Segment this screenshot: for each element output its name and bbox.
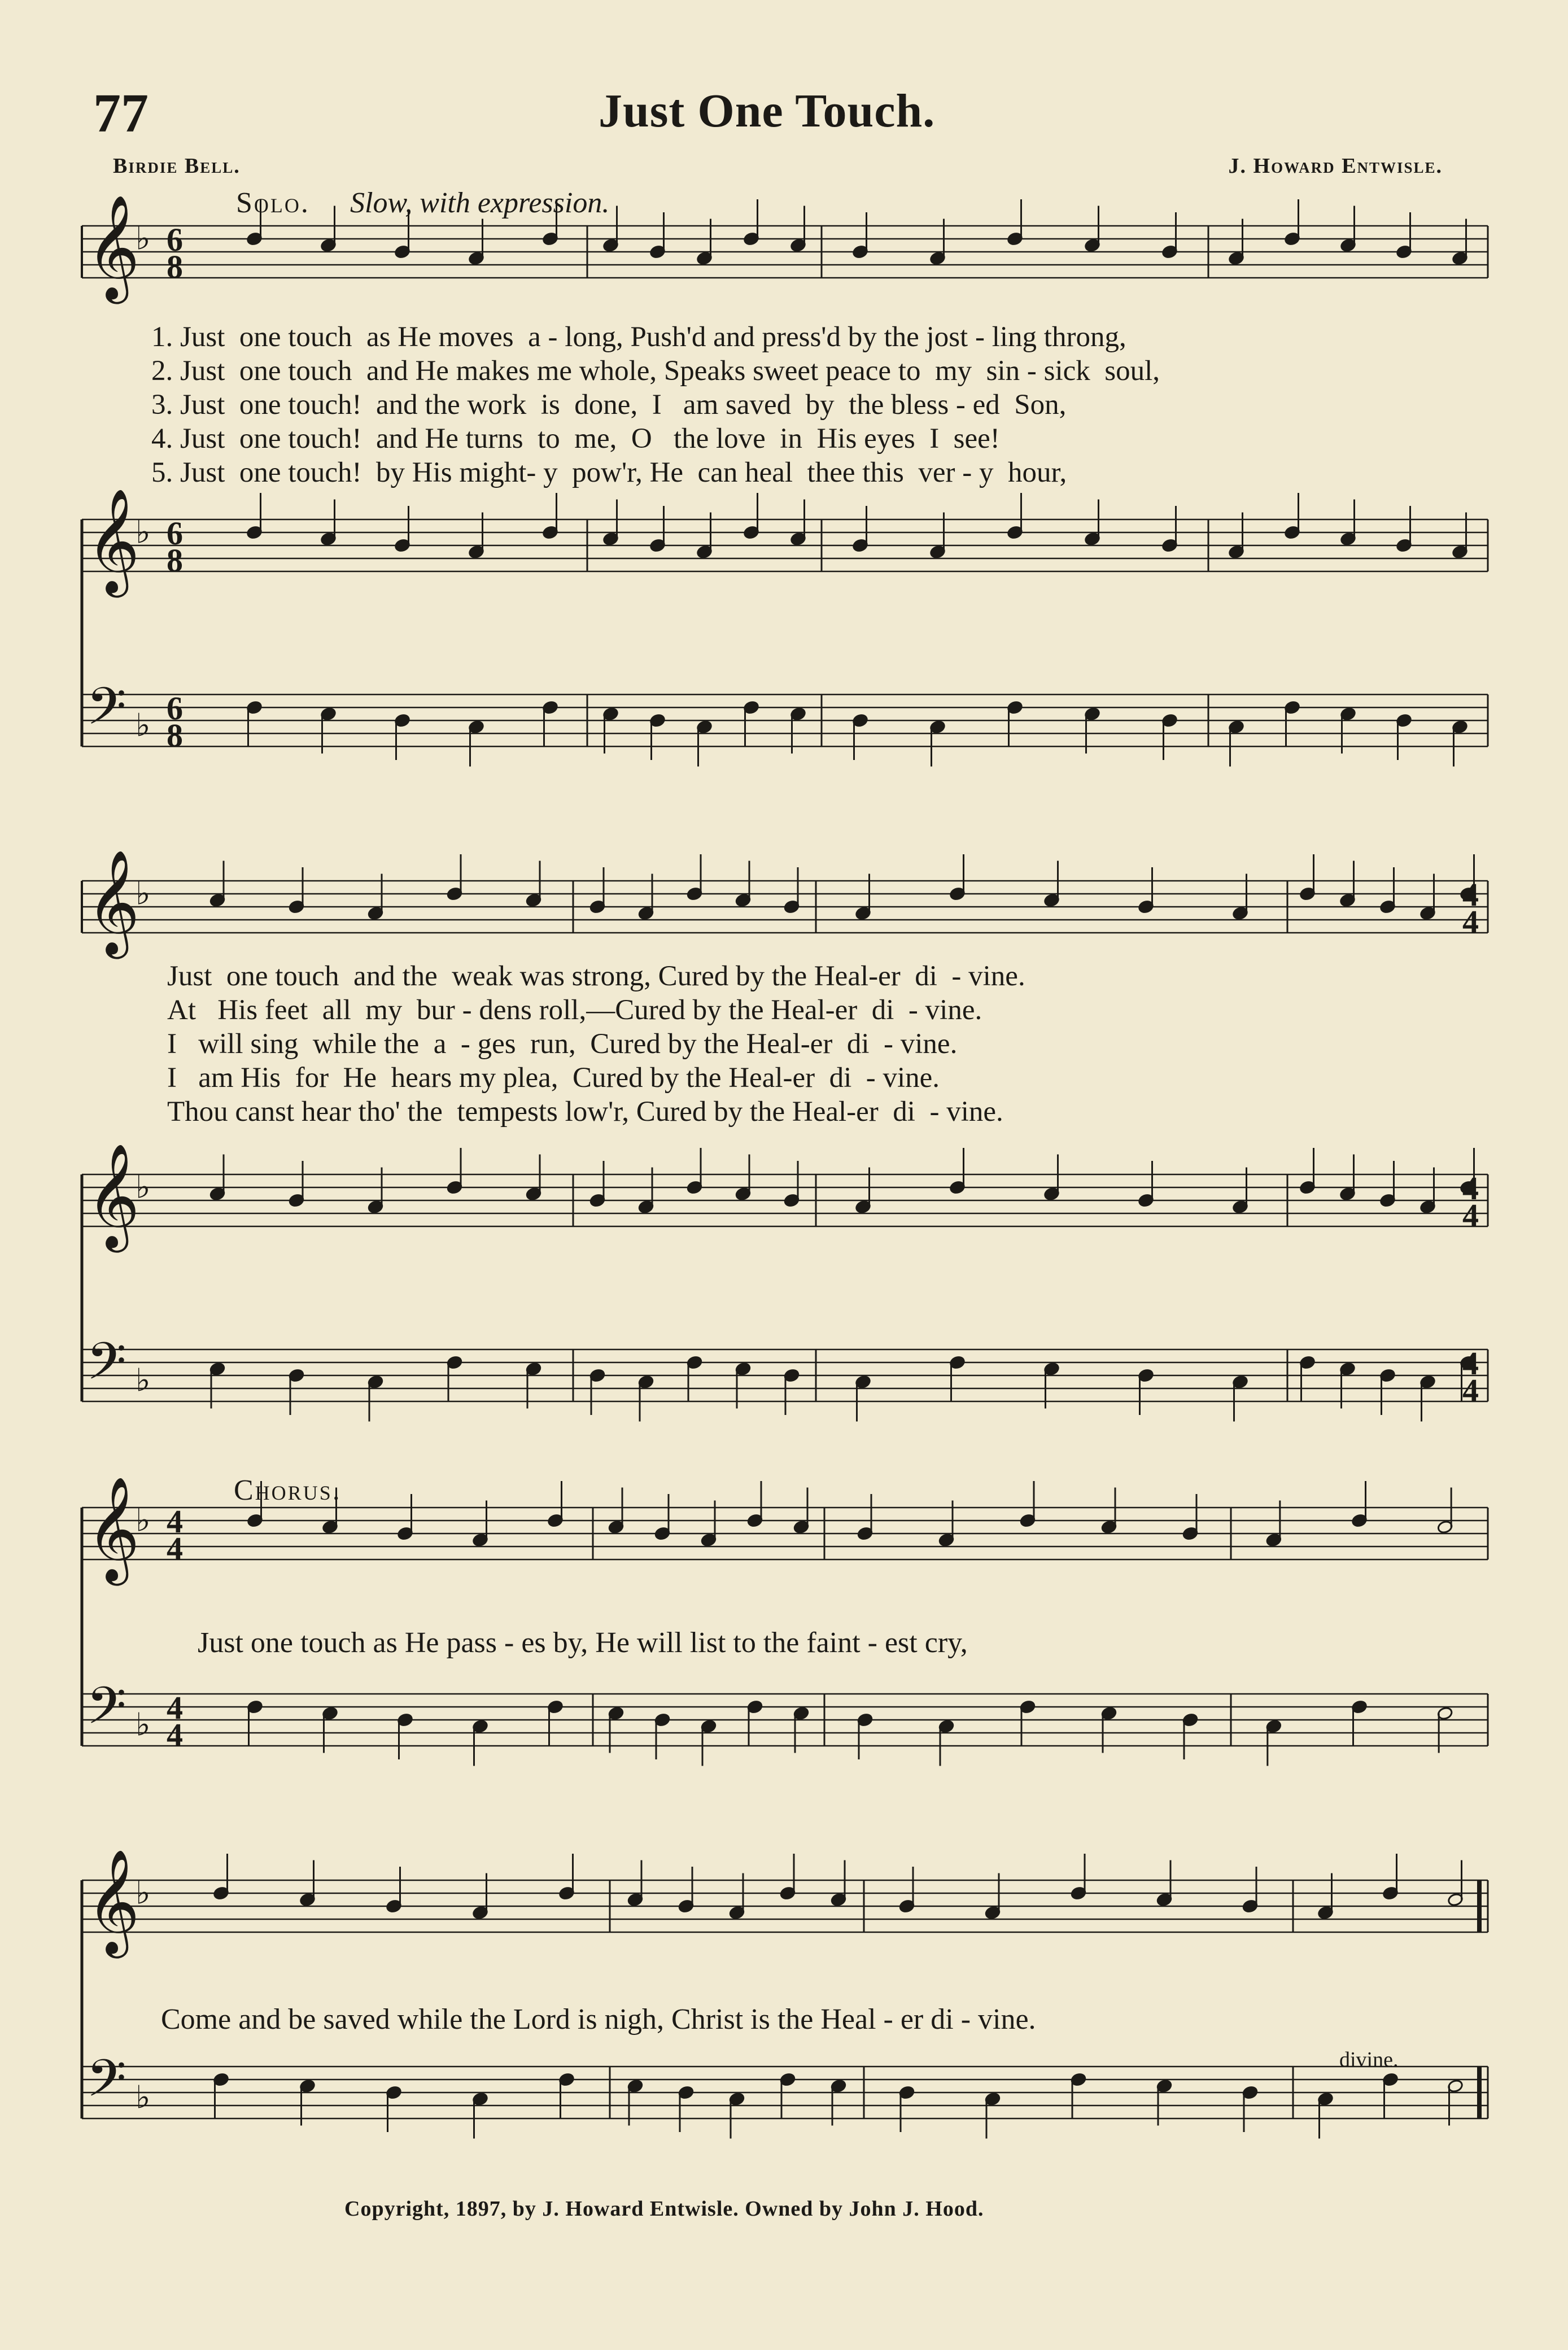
- composer-credit: J. Howard Entwisle.: [1228, 154, 1443, 178]
- verse-3-line-b: I will sing while the a - ges run, Cured by the Heal-er di - vine.: [167, 1028, 958, 1060]
- system-1-vocal-time-bottom: 8: [167, 248, 183, 285]
- verse-5-line-a: 5. Just one touch! by His might- y pow'r, He can heal thee this ver - y hour,: [151, 457, 1067, 488]
- system-2-piano-bass-key-flat: ♭: [136, 1362, 151, 1399]
- chorus-1-chorus-bass-time-bottom: 4: [167, 1716, 183, 1753]
- system-1-vocal-time-top: 6: [167, 221, 183, 258]
- chorus-line-1: Just one touch as He pass - es by, He will list to the faint - est cry,: [198, 1627, 968, 1659]
- chorus-2-chorus-treble-key-flat: ♭: [136, 1875, 151, 1912]
- copyright-notice: Copyright, 1897, by J. Howard Entwisle. Owned by John J. Hood.: [344, 2197, 984, 2221]
- chorus-line-2: Come and be saved while the Lord is nigh, Christ is the Heal - er di - vine.: [161, 2003, 1036, 2035]
- system-1-piano-bass-time-top: 6: [167, 690, 183, 727]
- system-2-vocal-clef: 𝄞: [86, 849, 140, 954]
- system-1-vocal-clef: 𝄞: [86, 194, 140, 299]
- verse-1-line-a: 1. Just one touch as He moves a - long, Push'd and press'd by the jost - ling throng,: [151, 321, 1126, 353]
- solo-label: Solo.: [236, 187, 310, 219]
- lyricist-credit: Birdie Bell.: [113, 154, 241, 178]
- hymn-title: Just One Touch.: [599, 85, 936, 137]
- chorus-1-chorus-bass-key-flat: ♭: [136, 1706, 151, 1744]
- system-1-piano-treble-time-bottom: 8: [167, 542, 183, 579]
- system-2-end-time-2-bottom: 4: [1462, 1372, 1479, 1409]
- verse-1-line-b: Just one touch and the weak was strong, Cured by the Heal-er di - vine.: [167, 960, 1025, 992]
- chorus-2-chorus-bass-key-flat: ♭: [136, 2079, 151, 2116]
- verse-4-line-a: 4. Just one touch! and He turns to me, O the love in His eyes I see!: [151, 423, 1000, 455]
- system-2-end-time-0-bottom: 4: [1462, 903, 1479, 940]
- verse-2-line-a: 2. Just one touch and He makes me whole, Speaks sweet peace to my sin - sick soul,: [151, 355, 1160, 387]
- hymn-number: 77: [93, 83, 148, 144]
- alternate-ending-text: divine.: [1339, 2048, 1399, 2072]
- tempo-marking: Slow, with expression.: [350, 187, 610, 219]
- system-2-vocal-key-flat: ♭: [136, 875, 151, 912]
- system-1-piano-treble-time-top: 6: [167, 515, 183, 552]
- verse-4-line-b: I am His for He hears my plea, Cured by the Heal-er di - vine.: [167, 1062, 940, 1094]
- system-1-piano-treble-clef: 𝄞: [86, 487, 140, 593]
- verse-3-line-a: 3. Just one touch! and the work is done, I am saved by the bless - ed Son,: [151, 389, 1067, 421]
- chorus-1-chorus-treble-time-bottom: 4: [167, 1530, 183, 1567]
- chorus-2-chorus-bass-clef: 𝄢: [86, 2048, 126, 2121]
- chorus-2-chorus-treble-clef: 𝄞: [86, 1848, 140, 1954]
- chorus-label: Chorus.: [234, 1474, 342, 1506]
- system-2-end-time-1-top: 4: [1462, 1170, 1479, 1207]
- system-1-piano-bass-key-flat: ♭: [136, 707, 151, 744]
- system-2-piano-treble-key-flat: ♭: [136, 1169, 151, 1206]
- system-2-end-time-1-bottom: 4: [1462, 1197, 1479, 1234]
- system-1-vocal-key-flat: ♭: [136, 220, 151, 257]
- verse-2-line-b: At His feet all my bur - dens roll,—Cured by the Heal-er di - vine.: [167, 994, 982, 1026]
- chorus-1-chorus-treble-clef: 𝄞: [86, 1475, 140, 1581]
- verse-5-line-b: Thou canst hear tho' the tempests low'r, Cured by the Heal-er di - vine.: [167, 1096, 1003, 1128]
- system-2-end-time-0-top: 4: [1462, 876, 1479, 913]
- system-1-piano-bass-clef: 𝄢: [86, 676, 126, 749]
- chorus-1-chorus-bass-time-top: 4: [167, 1689, 183, 1726]
- system-2-piano-bass-clef: 𝄢: [86, 1331, 126, 1404]
- system-1-piano-bass-time-bottom: 8: [167, 717, 183, 754]
- chorus-1-chorus-treble-time-top: 4: [167, 1503, 183, 1540]
- system-2-piano-treble-clef: 𝄞: [86, 1142, 140, 1248]
- chorus-1-chorus-bass-clef: 𝄢: [86, 1676, 126, 1748]
- system-2-end-time-2-top: 4: [1462, 1345, 1479, 1382]
- system-1-piano-treble-key-flat: ♭: [136, 514, 151, 551]
- chorus-1-chorus-treble-key-flat: ♭: [136, 1502, 151, 1539]
